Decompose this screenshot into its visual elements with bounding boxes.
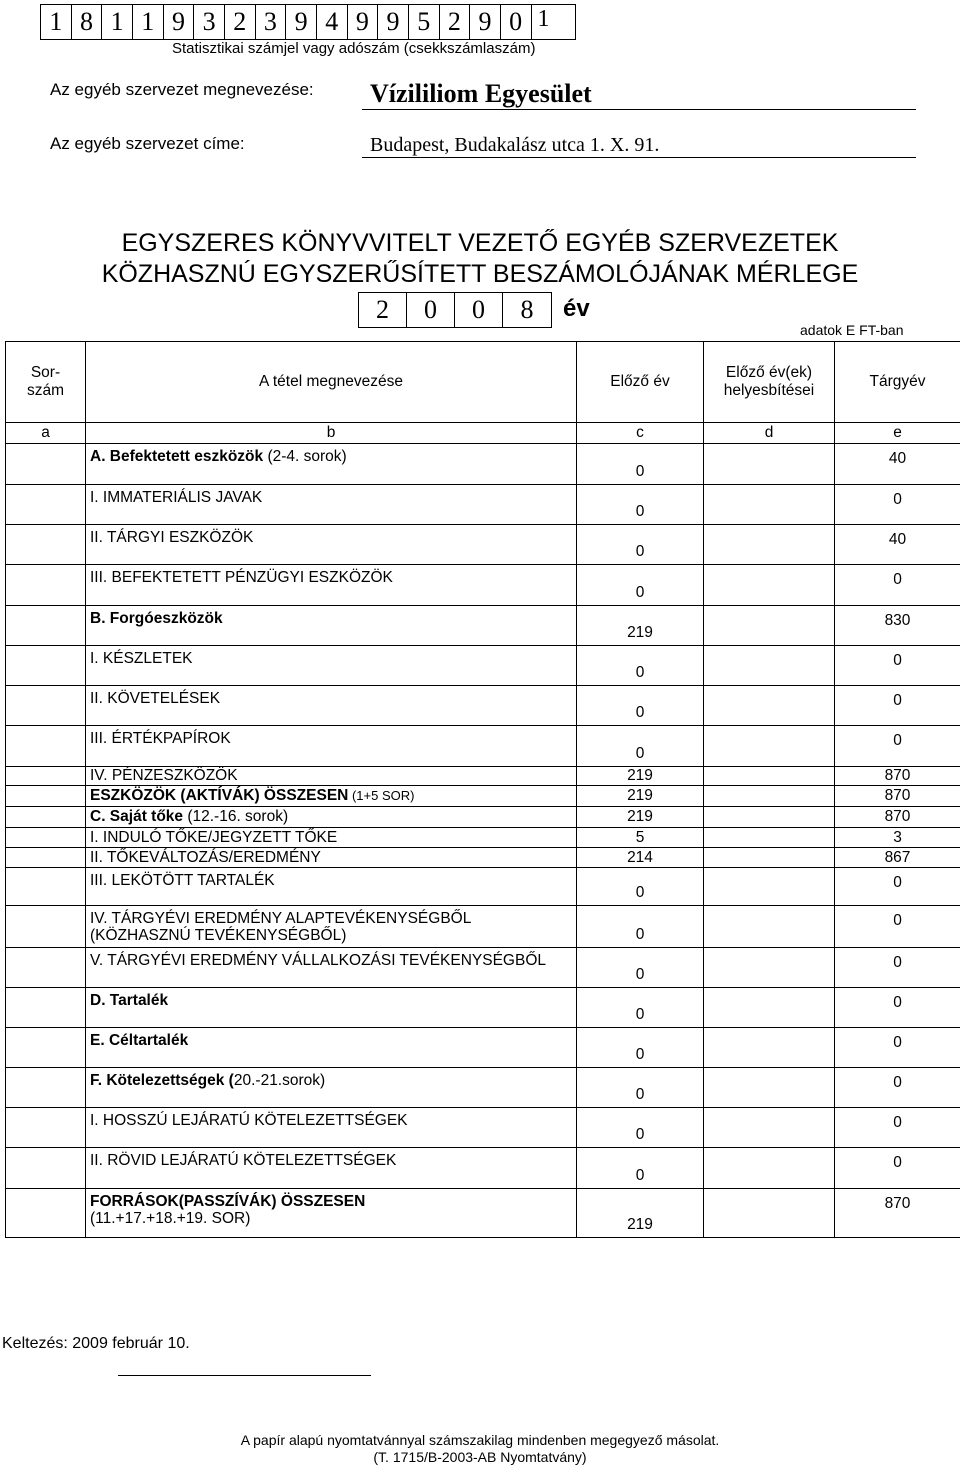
row-name [86,565,577,606]
row-current-value: 3 [835,828,960,848]
year-digit: 2 [359,293,407,327]
row-current-value: 0 [835,906,960,948]
header-name: A tétel megnevezése [86,342,577,423]
row-prev-value: 0 [577,444,704,485]
row-name [86,606,577,646]
tax-id-digit: 9 [378,5,409,39]
year-digit: 8 [520,295,534,324]
row-name [86,686,577,726]
row-prev-adj-value [704,988,835,1028]
row-prev-adj-value [704,444,835,485]
row-current-value: 870 [835,1189,960,1238]
row-prev-adj-value [704,767,835,786]
row-prev-adj-value [704,868,835,906]
row-name-text: D. Tartalék [90,992,169,1009]
row-prev-adj-value [704,906,835,948]
org-address-value: Budapest, Budakalász utca 1. X. 91. [370,134,660,156]
tax-id-caption: Statisztikai számjel vagy adószám (csekkszámlaszám) [172,40,536,57]
row-prev-adj-value [704,606,835,646]
row-sorszam [6,525,86,565]
row-name [86,906,577,948]
row-sorszam [6,786,86,807]
tax-id-digit: 0 [501,5,532,39]
row-sorszam [6,1068,86,1108]
row-name [86,1189,577,1238]
tax-id-digit: 2 [440,5,471,39]
row-name-text: III. ÉRTÉKPAPÍROK [90,730,231,747]
header-prev: Előző év [577,342,704,423]
row-name-line2: (11.+17.+18.+19. SOR) [90,1210,251,1227]
row-sorszam [6,1108,86,1148]
row-current-value: 0 [835,726,960,767]
row-name-text: IV. TÁRGYÉVI EREDMÉNY ALAPTEVÉKENYSÉGBŐL [90,910,472,927]
row-sorszam [6,646,86,686]
row-current-value: 0 [835,988,960,1028]
row-current-value: 0 [835,485,960,525]
footer-note-1: A papír alapú nyomtatvánnyal számszakilag mindenben megegyező másolat. [240,1432,720,1448]
row-name-text: IV. PÉNZESZKÖZÖK [90,767,238,784]
row-prev-value: 0 [577,1108,704,1148]
tax-id-digit: 1 [102,5,133,39]
tax-id-digit: 3 [194,5,225,39]
row-current-value: 0 [835,1148,960,1189]
row-prev-value: 214 [577,848,704,868]
row-name-text: III. LEKÖTÖTT TARTALÉK [90,872,275,889]
row-name-text: B. Forgóeszközök [90,610,223,627]
row-prev-value: 0 [577,948,704,988]
row-prev-adj-value [704,1068,835,1108]
org-address-label: Az egyéb szervezet címe: [50,134,245,153]
row-sorszam [6,1189,86,1238]
row-name-text: I. HOSSZÚ LEJÁRATÚ KÖTELEZETTSÉGEK [90,1112,408,1129]
letter-e: e [835,423,960,444]
tax-id-boxes [40,4,576,40]
table-row [6,606,960,646]
row-prev-value: 219 [577,786,704,807]
row-name [86,868,577,906]
row-prev-value: 0 [577,646,704,686]
row-name-line2: (KÖZHASZNÚ TEVÉKENYSÉGBŐL) [90,927,347,944]
row-name-suffix: (2-4. sorok) [263,448,347,465]
org-name-label: Az egyéb szervezet megnevezése: [50,80,314,99]
row-prev-adj-value [704,1108,835,1148]
table-row [6,948,960,988]
footer-note-2: (T. 1715/B-2003-AB Nyomtatvány) [373,1449,587,1465]
row-current-value: 870 [835,767,960,786]
row-name-text: II. TÁRGYI ESZKÖZÖK [90,529,254,546]
row-name-text: F. Kötelezettségek ( [90,1072,234,1089]
table-row [6,646,960,686]
row-name [86,1028,577,1068]
table-row [6,906,960,948]
row-prev-adj-value [704,848,835,868]
row-current-value: 870 [835,786,960,807]
tax-id-digit: 4 [317,5,348,39]
table-row [6,988,960,1028]
row-prev-value: 0 [577,485,704,525]
tax-id-digit: 3 [256,5,287,39]
tax-id-digit: 8 [72,5,103,39]
row-prev-value: 5 [577,828,704,848]
title-line-1: EGYSZERES KÖNYVVITELT VEZETŐ EGYÉB SZERVEZETEK [121,229,839,257]
year-digit: 0 [455,293,503,327]
table-row [6,828,960,848]
row-sorszam [6,606,86,646]
table-row [6,444,960,485]
row-current-value: 870 [835,807,960,828]
row-prev-adj-value [704,686,835,726]
row-name-text: II. RÖVID LEJÁRATÚ KÖTELEZETTSÉGEK [90,1152,397,1169]
row-sorszam [6,485,86,525]
row-current-value: 0 [835,565,960,606]
row-name [86,988,577,1028]
row-name-text: II. TŐKEVÁLTOZÁS/EREDMÉNY [90,848,321,866]
row-name-suffix: (12.-16. sorok) [183,808,289,825]
row-prev-value: 0 [577,525,704,565]
row-name-text: ESZKÖZÖK (AKTÍVÁK) ÖSSZESEN [90,787,349,804]
row-sorszam [6,906,86,948]
table-row [6,1148,960,1189]
row-sorszam [6,807,86,828]
table-row [6,868,960,906]
row-name-text: I. INDULÓ TŐKE/JEGYZETT TŐKE [90,828,338,846]
row-sorszam [6,444,86,485]
row-prev-value: 0 [577,988,704,1028]
row-name-text: III. BEFEKTETETT PÉNZÜGYI ESZKÖZÖK [90,569,393,586]
table-row [6,786,960,807]
org-name-value: Vízililiom Egyesület [370,79,592,108]
row-prev-value: 0 [577,1148,704,1189]
tax-id-digit: 5 [409,5,440,39]
row-prev-adj-value [704,726,835,767]
row-current-value: 830 [835,606,960,646]
row-name [86,1108,577,1148]
row-sorszam [6,1028,86,1068]
letter-row [6,423,960,444]
row-prev-value: 219 [577,767,704,786]
row-name [86,485,577,525]
header-sorszam: Sor- szám [6,342,86,423]
row-prev-value: 219 [577,807,704,828]
row-prev-value: 0 [577,686,704,726]
row-name [86,726,577,767]
row-sorszam [6,848,86,868]
table-row [6,525,960,565]
row-name [86,1068,577,1108]
row-current-value: 867 [835,848,960,868]
row-current-value: 0 [835,1068,960,1108]
row-current-value: 0 [835,868,960,906]
row-prev-adj-value [704,1189,835,1238]
row-name-text: I. KÉSZLETEK [90,650,193,667]
row-prev-value: 0 [577,1028,704,1068]
row-prev-adj-value [704,807,835,828]
table-row [6,565,960,606]
letter-d: d [704,423,835,444]
row-sorszam [6,828,86,848]
row-prev-adj-value [704,565,835,606]
table-row [6,1068,960,1108]
date-line: Keltezés: 2009 február 10. [2,1335,190,1352]
row-current-value: 0 [835,948,960,988]
row-prev-adj-value [704,828,835,848]
row-sorszam [6,948,86,988]
row-name [86,444,577,485]
table-row [6,767,960,786]
header-row [6,342,960,423]
year-boxes [358,292,552,328]
table-row [6,1189,960,1238]
table-row [6,848,960,868]
signature-line [118,1375,371,1376]
year-suffix: év [563,295,590,322]
title-line-2: KÖZHASZNÚ EGYSZERŰSÍTETT BESZÁMOLÓJÁNAK MÉRLEGE [101,260,859,288]
tax-id-digit: 2 [225,5,256,39]
row-name-text: I. IMMATERIÁLIS JAVAK [90,489,263,506]
row-prev-value: 0 [577,868,704,906]
header-prev-adj: Előző év(ek) helyesbítései [704,342,835,423]
row-prev-adj-value [704,525,835,565]
row-name-text: V. TÁRGYÉVI EREDMÉNY VÁLLALKOZÁSI TEVÉKENYSÉGBŐL [90,952,546,969]
letter-b: b [86,423,577,444]
row-prev-value: 0 [577,565,704,606]
row-sorszam [6,565,86,606]
row-sorszam [6,988,86,1028]
tax-id-digit: 1 [532,5,576,39]
row-name-text: C. Saját tőke [90,808,184,825]
row-prev-value: 0 [577,1068,704,1108]
row-current-value: 40 [835,444,960,485]
row-prev-value: 219 [577,1189,704,1238]
org-address-underline [362,157,916,158]
row-name [86,646,577,686]
row-prev-adj-value [704,786,835,807]
row-name [86,807,577,828]
row-sorszam [6,726,86,767]
row-name-suffix: 20.-21.sorok) [233,1072,326,1089]
row-name [86,525,577,565]
row-prev-value: 0 [577,726,704,767]
table-row [6,485,960,525]
row-prev-value: 219 [577,606,704,646]
tax-id-digit: 9 [470,5,501,39]
unit-note: adatok E FT-ban [800,322,904,338]
letter-c: c [577,423,704,444]
letter-a: a [6,423,86,444]
row-name [86,828,577,848]
row-name [86,767,577,786]
row-prev-adj-value [704,1028,835,1068]
table-row [6,1028,960,1068]
row-prev-value: 0 [577,906,704,948]
row-name-text: FORRÁSOK(PASSZÍVÁK) ÖSSZESEN [90,1193,366,1210]
table-row [6,1108,960,1148]
tax-id-digit: 9 [164,5,195,39]
row-name [86,786,577,807]
row-sorszam [6,767,86,786]
tax-id-digit: 1 [41,5,72,39]
tax-id-digit: 9 [348,5,379,39]
row-current-value: 0 [835,646,960,686]
row-sorszam [6,686,86,726]
row-sorszam [6,1148,86,1189]
row-current-value: 40 [835,525,960,565]
row-prev-adj-value [704,485,835,525]
tax-id-digit: 9 [286,5,317,39]
table-row [6,686,960,726]
tax-id-digit: 1 [133,5,164,39]
year-digit: 0 [407,293,455,327]
row-prev-adj-value [704,1148,835,1189]
row-prev-adj-value [704,646,835,686]
row-name-suffix: (1+5 SOR) [348,788,415,803]
row-sorszam [6,868,86,906]
balance-table [5,341,960,1238]
org-name-underline [362,109,916,110]
row-name-text: A. Befektetett eszközök [90,448,264,465]
row-name-text: II. KÖVETELÉSEK [90,690,221,707]
table-row [6,726,960,767]
row-name [86,948,577,988]
row-prev-adj-value [704,948,835,988]
header-current: Tárgyév [835,342,960,423]
row-current-value: 0 [835,686,960,726]
table-row [6,807,960,828]
row-name-text: E. Céltartalék [90,1032,189,1049]
row-current-value: 0 [835,1028,960,1068]
row-name [86,848,577,868]
row-current-value: 0 [835,1108,960,1148]
row-name [86,1148,577,1189]
